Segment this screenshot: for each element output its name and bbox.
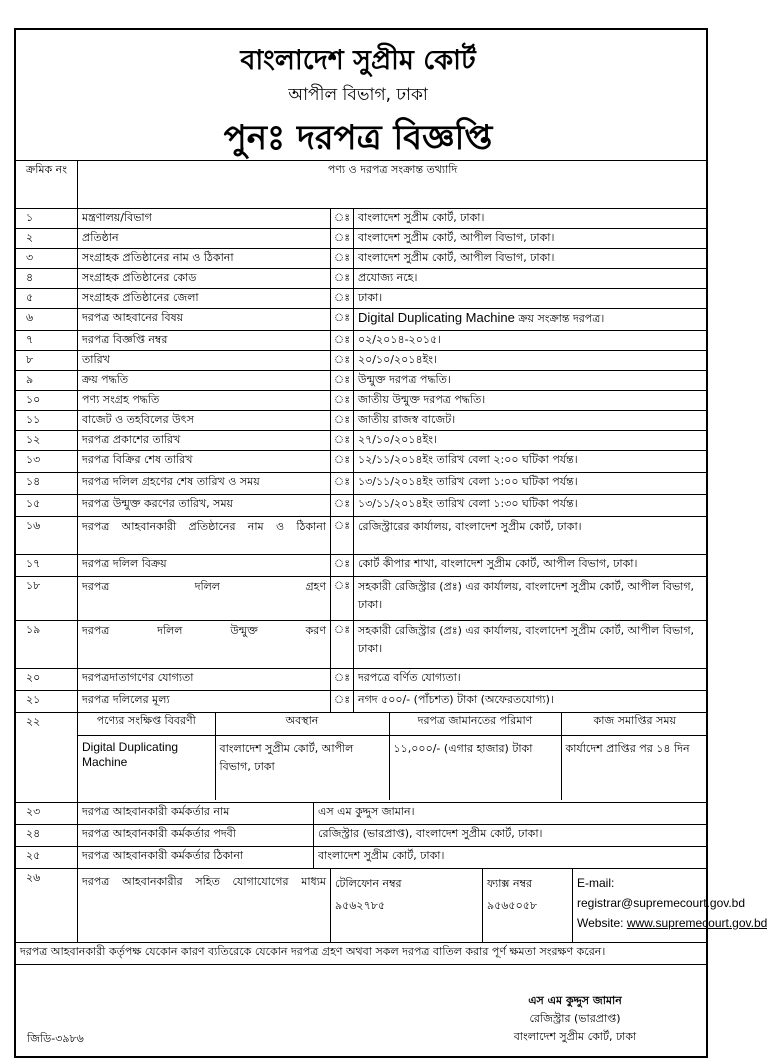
row-value: সহকারী রেজিস্ট্রার (প্রঃ) এর কার্যালয়, বাংলাদেশ সুপ্রীম কোর্ট, আপীল বিভাগ, ঢাকা।	[358, 580, 695, 611]
row-label: প্রতিষ্ঠান	[78, 229, 331, 249]
row-value: ২০/১০/২০১৪ইং।	[358, 353, 437, 366]
email-address[interactable]: registrar@supremecourt.gov.bd	[577, 896, 746, 910]
table-row	[16, 431, 708, 451]
row-value: বাংলাদেশ সুপ্রীম কোর্ট, আপীল বিভাগ, ঢাকা।	[358, 251, 555, 264]
row-separator: ঃ	[331, 351, 354, 371]
fax-label: ফ্যাক্স নম্বর	[487, 877, 533, 890]
row-separator: ঃ	[331, 451, 354, 473]
row-separator: ঃ	[331, 517, 354, 555]
row-number: ১৩	[16, 451, 78, 473]
row-separator: ঃ	[331, 431, 354, 451]
row-value: নগদ ৫০০/- (পাঁচশত) টাকা (অফেরতযোগ্য)।	[358, 693, 554, 706]
table-row	[16, 825, 708, 847]
row-separator: ঃ	[331, 269, 354, 289]
row-value: জাতীয় উন্মুক্ত দরপত্র পদ্ধতি।	[358, 393, 486, 406]
row-number: ১৮	[16, 577, 78, 621]
row-number: ১৪	[16, 473, 78, 495]
footer	[15, 988, 707, 1048]
table-row	[16, 269, 708, 289]
row-number: ১৬	[16, 517, 78, 555]
row-separator: ঃ	[331, 371, 354, 391]
row-value: বাংলাদেশ সুপ্রীম কোর্ট, ঢাকা।	[358, 211, 485, 224]
table-row	[16, 473, 708, 495]
notice-title: পুনঃ দরপত্র বিজ্ঞপ্তি	[223, 118, 493, 158]
contact-label: দরপত্র আহবানকারীর সহিত যোগাযোগের মাধ্যম	[78, 869, 331, 943]
row-number: ৪	[16, 269, 78, 289]
fax-number: ৯৫৬৫০৫৮	[487, 899, 537, 912]
table-row-22	[16, 713, 708, 803]
row-value: কোর্ট কীপার শাখা, বাংলাদেশ সুপ্রীম কোর্ট, আপীল বিভাগ, ঢাকা।	[358, 557, 638, 570]
row-value: এস এম কুদ্দুস জামান।	[314, 803, 708, 825]
row-separator: ঃ	[331, 495, 354, 517]
row-separator: ঃ	[331, 249, 354, 269]
info-header: পণ্য ও দরপত্র সংক্রান্ত তথ্যাদি	[78, 161, 708, 209]
row-separator: ঃ	[331, 331, 354, 351]
phone-label: টেলিফোন নম্বর	[335, 877, 402, 890]
table-row-26	[16, 869, 708, 943]
gd-number: জিডি-৩৯৮৬	[27, 1032, 84, 1045]
table-row	[16, 411, 708, 431]
table-row	[16, 495, 708, 517]
phone-number: ৯৫৬২৭৮৫	[335, 899, 386, 912]
row-label: দরপত্র আহবানকারী কর্মকর্তার ঠিকানা	[78, 847, 314, 869]
row-label: দরপত্র আহবানকারী কর্মকর্তার নাম	[78, 803, 314, 825]
row-number: ১৫	[16, 495, 78, 517]
row-separator: ঃ	[331, 621, 354, 669]
row-label: দরপত্র দলিলের মূল্য	[78, 691, 331, 713]
serial-header: ক্রমিক নং	[16, 161, 78, 209]
subject-english: Digital Duplicating Machine	[358, 310, 515, 325]
row-label: সংগ্রাহক প্রতিষ্ঠানের নাম ও ঠিকানা	[78, 249, 331, 269]
row-number: ৮	[16, 351, 78, 371]
table-row	[16, 451, 708, 473]
table-row	[16, 555, 708, 577]
row-label: দরপত্র আহবানের বিষয়	[78, 309, 331, 331]
row-value: ০২/২০১৪-২০১৫।	[358, 333, 442, 346]
row-separator: ঃ	[331, 229, 354, 249]
row-number: ৭	[16, 331, 78, 351]
row-value: উন্মুক্ত দরপত্র পদ্ধতি।	[358, 373, 451, 386]
row-label: দরপত্র দলিল গ্রহণ	[78, 577, 331, 621]
row-number: ১৯	[16, 621, 78, 669]
row-number: ১১	[16, 411, 78, 431]
location-header: অবস্থান	[215, 713, 389, 735]
row-number: ২০	[16, 669, 78, 691]
table-row	[16, 803, 708, 825]
completion-header: কাজ সমাপ্তির সময়	[561, 713, 708, 735]
row-label: দরপত্র উন্মুক্ত করণের তারিখ, সময়	[78, 495, 331, 517]
row-value: ক্রয় সংক্রান্ত দরপত্র।	[518, 312, 605, 325]
court-title: বাংলাদেশ সুপ্রীম কোর্ট	[240, 45, 476, 76]
row-value: রেজিস্ট্রারের কার্যালয়, বাংলাদেশ সুপ্রীম কোর্ট, ঢাকা।	[358, 520, 582, 533]
row-number: ৫	[16, 289, 78, 309]
row-separator: ঃ	[331, 577, 354, 621]
table-row	[16, 691, 708, 713]
row-separator: ঃ	[331, 391, 354, 411]
row-separator: ঃ	[331, 691, 354, 713]
row-value: ১৩/১১/২০১৪ইং তারিখ বেলা ১:০০ ঘটিকা পর্যন্ত।	[358, 475, 578, 488]
table-row	[16, 517, 708, 555]
table-row	[16, 577, 708, 621]
authority-notice: দরপত্র আহবানকারী কর্তৃপক্ষ যেকোন কারণ ব্যতিরেকে যেকোন দরপত্র গ্রহণ অথবা সকল দরপত্র বাতিল করার পূর্ণ ক্ষমতা সংরক্ষণ করেন।	[16, 943, 708, 965]
row-number: ১	[16, 209, 78, 229]
row-value: জাতীয় রাজস্ব বাজেট।	[358, 413, 456, 426]
notice-row	[16, 943, 708, 965]
row-value: বাংলাদেশ সুপ্রীম কোর্ট, আপীল বিভাগ, ঢাকা।	[358, 231, 555, 244]
product-location: বাংলাদেশ সুপ্রীম কোর্ট, আপীল বিভাগ, ঢাকা	[215, 735, 389, 800]
row-label: সংগ্রাহক প্রতিষ্ঠানের কোড	[78, 269, 331, 289]
table-header-row	[16, 161, 708, 209]
product-header: পণ্যের সংক্ষিপ্ত বিবরণী	[78, 713, 215, 735]
row-value: ১৩/১১/২০১৪ইং তারিখ বেলা ১:৩০ ঘটিকা পর্যন্ত।	[358, 497, 578, 510]
row-label: পণ্য সংগ্রহ পদ্ধতি	[78, 391, 331, 411]
product-summary-table	[78, 713, 708, 800]
row-label: দরপত্রদাতাগণের যোগ্যতা	[78, 669, 331, 691]
row-number: ২১	[16, 691, 78, 713]
product-description: Digital Duplicating Machine	[78, 735, 215, 800]
table-row	[16, 669, 708, 691]
row-value: ২৭/১০/২০১৪ইং।	[358, 433, 437, 446]
row-label: ক্রয় পদ্ধতি	[78, 371, 331, 391]
row-label: বাজেট ও তহবিলের উৎস	[78, 411, 331, 431]
row-number: ১২	[16, 431, 78, 451]
row-separator: ঃ	[331, 473, 354, 495]
row-label: দরপত্র বিক্রির শেষ তারিখ	[78, 451, 331, 473]
row-number: ২	[16, 229, 78, 249]
row-label: দরপত্র আহবানকারী কর্মকর্তার পদবী	[78, 825, 314, 847]
row-label: দরপত্র বিজ্ঞপ্তি নম্বর	[78, 331, 331, 351]
row-number: ২৪	[16, 825, 78, 847]
table-row	[16, 229, 708, 249]
table-row	[16, 309, 708, 331]
row-label: দরপত্র দলিল গ্রহণের শেষ তারিখ ও সময়	[78, 473, 331, 495]
table-row	[16, 331, 708, 351]
row-number: ২৩	[16, 803, 78, 825]
row-separator: ঃ	[331, 555, 354, 577]
table-row	[16, 289, 708, 309]
table-row	[16, 249, 708, 269]
row-number: ৬	[16, 309, 78, 331]
row-value: প্রযোজ্য নহে।	[358, 271, 418, 284]
security-header: দরপত্র জামানতের পরিমাণ	[389, 713, 561, 735]
signatory-office: বাংলাদেশ সুপ্রীম কোর্ট, ঢাকা	[513, 1030, 637, 1043]
row-number: ৩	[16, 249, 78, 269]
table-row	[16, 621, 708, 669]
row-label: দরপত্র দলিল উন্মুক্ত করণ	[78, 621, 331, 669]
table-row	[16, 371, 708, 391]
row-value: বাংলাদেশ সুপ্রীম কোর্ট, ঢাকা।	[314, 847, 708, 869]
row-number: ২৬	[16, 869, 78, 943]
signatory-name: এস এম কুদ্দুস জামান	[528, 994, 622, 1007]
row-value: ১২/১১/২০১৪ইং তারিখ বেলা ২:০০ ঘটিকা পর্যন্ত।	[358, 453, 578, 466]
row-number: ২২	[16, 713, 78, 803]
security-amount: ১১,০০০/- (এগার হাজার) টাকা	[389, 735, 561, 800]
website-label: Website:	[577, 916, 624, 930]
row-separator: ঃ	[331, 209, 354, 229]
email-label: E-mail:	[577, 876, 615, 890]
table-row	[16, 351, 708, 371]
row-separator: ঃ	[331, 669, 354, 691]
table-row	[16, 847, 708, 869]
row-value: ঢাকা।	[358, 291, 383, 304]
completion-time: কার্যাদেশ প্রাপ্তির পর ১৪ দিন	[565, 741, 690, 755]
division-subtitle: আপীল বিভাগ, ঢাকা	[288, 85, 428, 105]
row-number: ৯	[16, 371, 78, 391]
signatory-designation: রেজিস্ট্রার (ভারপ্রাপ্ত)	[529, 1012, 621, 1025]
row-label: দরপত্র আহবানকারী প্রতিষ্ঠানের নাম ও ঠিকানা	[78, 517, 331, 555]
row-number: ১৭	[16, 555, 78, 577]
row-number: ১০	[16, 391, 78, 411]
row-label: সংগ্রাহক প্রতিষ্ঠানের জেলা	[78, 289, 331, 309]
row-separator: ঃ	[331, 289, 354, 309]
row-number: ২৫	[16, 847, 78, 869]
row-separator: ঃ	[331, 309, 354, 331]
row-value: সহকারী রেজিস্ট্রার (প্রঃ) এর কার্যালয়, বাংলাদেশ সুপ্রীম কোর্ট, আপীল বিভাগ, ঢাকা।	[358, 624, 695, 655]
row-label: মন্ত্রণালয়/বিভাগ	[78, 209, 331, 229]
website-link[interactable]: www.supremecourt.gov.bd	[626, 916, 767, 930]
row-separator: ঃ	[331, 411, 354, 431]
row-label: দরপত্র দলিল বিক্রয়	[78, 555, 331, 577]
table-row	[16, 391, 708, 411]
row-label: দরপত্র প্রকাশের তারিখ	[78, 431, 331, 451]
row-value: দরপত্রে বর্ণিত যোগ্যতা।	[358, 671, 461, 684]
row-value: রেজিস্ট্রার (ভারপ্রাপ্ত), বাংলাদেশ সুপ্রীম কোর্ট, ঢাকা।	[314, 825, 708, 847]
row-label: তারিখ	[78, 351, 331, 371]
table-row	[16, 209, 708, 229]
tender-table	[15, 160, 767, 965]
